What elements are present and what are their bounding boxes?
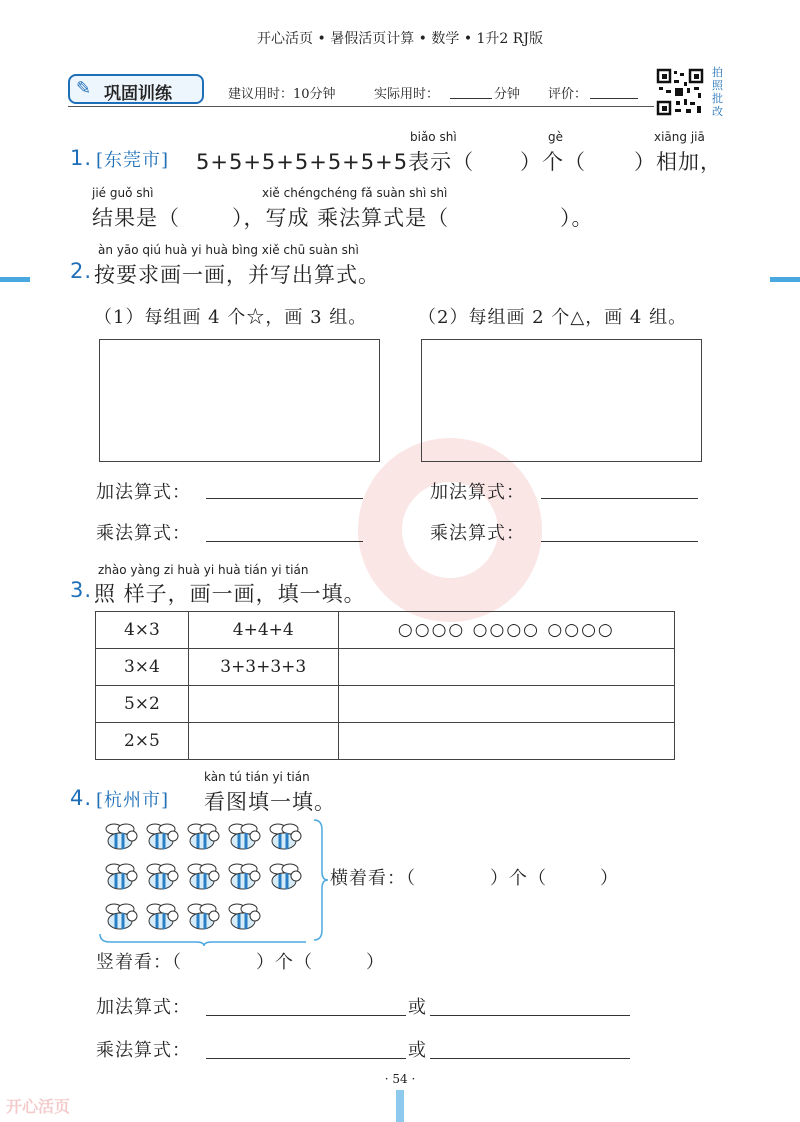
actual-time-label: 实际用时： [374, 87, 440, 102]
q1-line1-end: ）相加， [634, 150, 722, 174]
q4-pinyin: kàn tú tián yi tián [204, 770, 310, 784]
q3-expr-cell: 4×3 [96, 612, 189, 649]
q4-horizontal-label: 横着看：（ [330, 868, 416, 889]
q4-add-blank-2[interactable] [430, 1015, 630, 1016]
q3-title: 照 样子，画一画，填一填。 [94, 582, 366, 606]
bee-icon [229, 824, 260, 849]
q4-title: 看图填一填。 [204, 790, 336, 814]
bee-icon [188, 864, 219, 889]
q3-pinyin: zhào yàng zi huà yi huà tián yi tián [98, 563, 309, 577]
q3-sum-cell[interactable]: 4+4+4 [188, 612, 338, 649]
q2-add-blank-2[interactable] [541, 498, 698, 499]
bee-icon [270, 824, 301, 849]
q3-table [95, 611, 675, 760]
q2-title: 按要求画一画，并写出算式。 [94, 263, 380, 287]
q2-drawing-box-1[interactable] [99, 339, 380, 462]
rating-label: 评价： [548, 87, 588, 102]
q2-mul-label-1: 乘法算式： [96, 523, 191, 544]
table-row [96, 612, 675, 649]
q2-drawing-box-2[interactable] [421, 339, 702, 462]
q1-pinyin-ge: gè [548, 130, 563, 144]
badge-label: 巩固训练 [104, 84, 172, 104]
q2-sub2: （2）每组画 2 个△，画 4 组。 [418, 307, 688, 328]
rating-blank[interactable] [590, 98, 638, 99]
badge [68, 74, 204, 104]
q2-sub1: （1）每组画 4 个☆，画 3 组。 [94, 307, 368, 328]
bee-icon [106, 904, 137, 929]
qr-code-icon[interactable] [656, 68, 704, 116]
q3-drawing-cell[interactable]: ○○○○ ○○○○ ○○○○ [338, 612, 674, 649]
q1-line1-mid: ）个（ [520, 150, 586, 174]
section-banner [68, 74, 640, 106]
q2-pinyin: àn yāo qiú huà yi huà bìng xiě chū suàn shì [98, 243, 359, 257]
q3-number: 3. [70, 578, 93, 602]
suggested-time: 建议用时：10分钟 [228, 87, 336, 102]
bee-icon [188, 904, 219, 929]
q2-mul-label-2: 乘法算式： [430, 523, 525, 544]
q2-add-blank-1[interactable] [206, 498, 363, 499]
footer-brand-logo: 开心活页 [6, 1097, 71, 1116]
bottom-brace [100, 934, 306, 946]
page-number: · 54 · [384, 1072, 416, 1086]
q2-mul-blank-1[interactable] [206, 541, 363, 542]
q2-number: 2. [70, 259, 93, 283]
q3-sum-cell[interactable]: 3+3+3+3 [188, 649, 338, 686]
table-row [96, 686, 675, 723]
q1-city-tag: [东莞市] [96, 150, 170, 171]
q4-add-label: 加法算式： [96, 997, 191, 1018]
bee-icon [147, 824, 178, 849]
bee-icon [147, 904, 178, 929]
right-brace [314, 820, 328, 940]
actual-time-blank[interactable] [450, 98, 492, 99]
bee-icon [270, 864, 301, 889]
q1-pinyin-jieguoshi: jié guǒ shì [92, 186, 154, 200]
footer-bar [396, 1090, 404, 1122]
q4-mul-blank-1[interactable] [206, 1058, 406, 1059]
bee-icon [147, 864, 178, 889]
table-row [96, 649, 675, 686]
q1-number: 1. [70, 146, 93, 170]
banner-underline [68, 106, 654, 107]
q3-expr-cell: 5×2 [96, 686, 189, 723]
bee-icon [106, 824, 137, 849]
q4-horizontal-end: ） [600, 868, 619, 889]
q4-vertical-label: 竖着看：（ [96, 952, 182, 973]
q1-line2-end: ）。 [560, 206, 594, 230]
q1-line2-start: 结果是（ [92, 206, 180, 230]
q3-sum-cell[interactable] [188, 686, 338, 723]
photo-grading-text: 拍照批改 [712, 66, 723, 118]
q1-pinyin-biaoshi: biǎo shì [410, 130, 457, 144]
left-margin-marker [0, 277, 30, 282]
q4-add-or: 或 [408, 997, 427, 1018]
bee-icon [229, 864, 260, 889]
q1-pinyin-xiecheng: xiě chéngchéng fǎ suàn shì shì [262, 186, 448, 200]
q1-line1-expr: 5+5+5+5+5+5+5表示（ [196, 150, 475, 174]
q3-sum-cell[interactable] [188, 723, 338, 760]
q4-mul-or: 或 [408, 1040, 427, 1061]
table-row [96, 723, 675, 760]
bee-icon [106, 864, 137, 889]
bee-icon [188, 824, 219, 849]
q4-vertical-mid: ）个（ [256, 952, 313, 973]
q1-line2-mid: ），写成 乘法算式是（ [232, 206, 450, 230]
bee-icon [229, 904, 260, 929]
bee-picture [96, 816, 328, 946]
pencil-icon: ✎ [76, 78, 92, 99]
q4-add-blank-1[interactable] [206, 1015, 406, 1016]
q4-vertical-end: ） [366, 952, 385, 973]
q3-drawing-cell[interactable] [338, 723, 674, 760]
q3-drawing-cell[interactable] [338, 649, 674, 686]
minutes-unit: 分钟 [494, 87, 521, 102]
q4-mul-blank-2[interactable] [430, 1058, 630, 1059]
right-margin-marker [770, 277, 800, 282]
q4-number: 4. [70, 786, 93, 810]
q4-horizontal-mid: ）个（ [490, 868, 547, 889]
q4-mul-label: 乘法算式： [96, 1040, 191, 1061]
q3-expr-cell: 2×5 [96, 723, 189, 760]
q3-drawing-cell[interactable] [338, 686, 674, 723]
q3-expr-cell: 3×4 [96, 649, 189, 686]
q2-add-label-1: 加法算式： [96, 482, 191, 503]
q2-mul-blank-2[interactable] [541, 541, 698, 542]
page-header: 开心活页 • 暑假活页计算 • 数学 • 1升2 RJ版 [257, 31, 543, 47]
q2-add-label-2: 加法算式： [430, 482, 525, 503]
q1-pinyin-xiangjia: xiāng jiā [654, 130, 705, 144]
q4-city-tag: [杭州市] [96, 790, 170, 811]
